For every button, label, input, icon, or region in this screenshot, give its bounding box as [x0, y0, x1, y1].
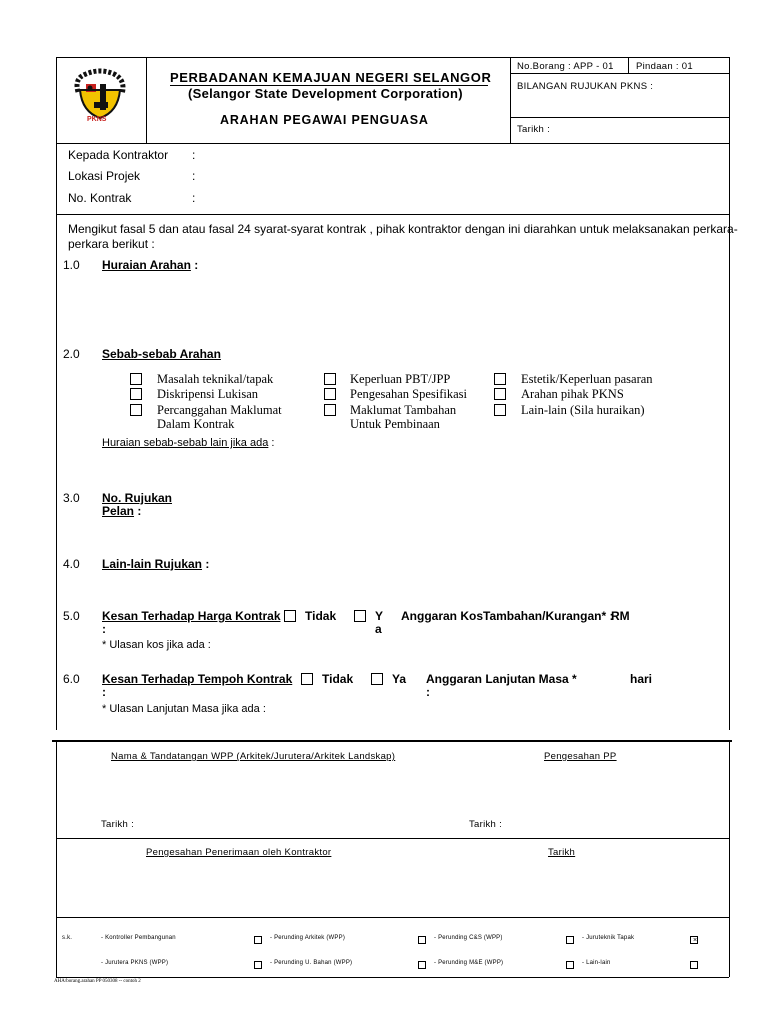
section-1-number: 1.0: [63, 258, 80, 272]
tarikh-header: Tarikh :: [517, 124, 551, 135]
frame-right-border: [729, 57, 730, 730]
section-4-suffix: :: [202, 557, 210, 571]
harga-ya-label: Y: [375, 609, 384, 623]
checkbox-lain-lain[interactable]: [494, 404, 506, 416]
checkbox-diskripensi-lukisan[interactable]: [130, 388, 142, 400]
checkbox-dist-ubahan[interactable]: [418, 961, 426, 969]
checkbox-dist-juruteknik[interactable]: [690, 936, 698, 944]
no-borang: No.Borang : APP - 01: [517, 61, 614, 72]
dist-cs: - Perunding C&S (WPP): [434, 935, 503, 941]
kepada-kontraktor-label: Kepada Kontraktor: [68, 148, 169, 162]
section-3-title-line1: No. Rujukan: [102, 491, 173, 505]
dist-arkitek: - Perunding Arkitek (WPP): [270, 935, 346, 941]
section-3-number: 3.0: [63, 491, 80, 505]
pindaan: Pindaan : 01: [636, 61, 693, 72]
sig-left-border: [56, 740, 57, 977]
option-lain-lain: Lain-lain (Sila huraikan): [521, 403, 645, 417]
option-keperluan-pbt: Keperluan PBT/JPP: [350, 372, 451, 386]
kepada-kontraktor-colon[interactable]: :: [192, 148, 196, 162]
distribution-top-border: [56, 917, 729, 918]
pkns-logo: [72, 68, 128, 130]
nama-wpp-label: Nama & Tandatangan WPP (Arkitek/Jurutera/Arkitek Landskap): [111, 751, 396, 762]
header-bottom-border: [56, 143, 729, 144]
checkbox-percanggahan-maklumat[interactable]: [130, 404, 142, 416]
ref-bil-border: [510, 117, 729, 118]
anggaran-lanjutan-label: Anggaran Lanjutan Masa *: [426, 672, 577, 686]
section-1-title-text: Huraian Arahan: [102, 258, 191, 272]
bilangan-rujukan: BILANGAN RUJUKAN PKNS :: [517, 81, 654, 92]
dist-kontroller: - Kontroller Pembangunan: [101, 935, 176, 941]
checkbox-masalah-teknikal[interactable]: [130, 373, 142, 385]
dist-ubahan: - Perunding U. Bahan (WPP): [270, 960, 353, 966]
ulasan-kos-label: * Ulasan kos jika ada :: [102, 639, 211, 651]
harga-ya-label-wrap: a: [375, 622, 382, 636]
pengesahan-kontraktor-label: Pengesahan Penerimaan oleh Kontraktor: [146, 847, 332, 858]
option-maklumat-tambahan: Maklumat Tambahan: [350, 403, 457, 417]
section-1-suffix: :: [190, 258, 199, 272]
section-6-number: 6.0: [63, 672, 80, 686]
org-name-en: (Selangor State Development Corporation): [188, 86, 463, 101]
checkbox-dist-me[interactable]: [566, 961, 574, 969]
dist-juruteknik: - Juruteknik Tapak: [582, 935, 635, 941]
footer-ref: AHA/borang.arahan PP 050308 -- contoh 2: [54, 979, 141, 984]
tempoh-ya-label: Ya: [392, 672, 407, 686]
section-5-title: Kesan Terhadap Harga Kontrak: [102, 609, 281, 623]
huraian-lain-suffix: :: [268, 437, 275, 449]
checkbox-tempoh-tidak[interactable]: [301, 673, 313, 685]
tarikh-pp[interactable]: Tarikh :: [469, 819, 503, 830]
option-pengesahan-spesifikasi: Pengesahan Spesifikasi: [350, 387, 467, 401]
ref-row-border: [510, 73, 729, 74]
section-1-title: [102, 258, 198, 272]
checkbox-harga-ya[interactable]: [354, 610, 366, 622]
checkbox-harga-tidak[interactable]: [284, 610, 296, 622]
section-4-number: 4.0: [63, 557, 80, 571]
option-percanggahan-maklumat: Percanggahan Maklumat: [157, 403, 282, 417]
checkbox-arahan-pkns[interactable]: [494, 388, 506, 400]
checkbox-dist-jurutera[interactable]: [254, 961, 262, 969]
checkbox-dist-kontroller[interactable]: [254, 936, 262, 944]
option-estetik: Estetik/Keperluan pasaran: [521, 372, 653, 386]
checkbox-pengesahan-spesifikasi[interactable]: [324, 388, 336, 400]
section-4-title: [102, 557, 209, 571]
pindaan-divider: [628, 57, 629, 73]
checkbox-tempoh-ya[interactable]: [371, 673, 383, 685]
lokasi-projek-colon[interactable]: :: [192, 169, 196, 183]
section-6-colon: :: [102, 685, 106, 699]
option-maklumat-tambahan-line2: Untuk Pembinaan: [350, 417, 440, 431]
section-3-suffix: :: [134, 504, 142, 518]
form-title: ARAHAN PEGAWAI PENGUASA: [220, 113, 429, 127]
tarikh-kontraktor-label: Tarikh: [548, 847, 576, 858]
dist-jurutera: - Jurutera PKNS (WPP): [101, 960, 169, 966]
frame-left-border: [56, 57, 57, 730]
ulasan-lanjutan-label: * Ulasan Lanjutan Masa jika ada :: [102, 703, 266, 715]
logo-caption: PKNS: [87, 116, 107, 123]
rm-label: RM: [611, 609, 630, 623]
checkbox-keperluan-pbt[interactable]: [324, 373, 336, 385]
no-kontrak-colon[interactable]: :: [192, 191, 196, 205]
anggaran-kos-label: Anggaran KosTambahan/Kurangan* :: [401, 609, 614, 623]
section-4-title-text: Lain-lain Rujukan: [102, 557, 203, 571]
huraian-lain-text: Huraian sebab-sebab lain jika ada: [102, 437, 269, 449]
section-2-title: Sebab-sebab Arahan: [102, 347, 221, 361]
contractor-bottom-border: [56, 214, 729, 215]
sk-label: s.k.: [62, 935, 73, 941]
tempoh-tidak-label: Tidak: [322, 672, 354, 686]
sig-right-border: [729, 740, 730, 977]
dist-lain-lain: - Lain-lain: [582, 960, 611, 966]
signature-top-border: [52, 740, 732, 742]
option-diskripensi-lukisan: Diskripensi Lukisan: [157, 387, 259, 401]
hari-label: hari: [630, 672, 653, 686]
huraian-lain-label: [102, 437, 274, 449]
org-name: PERBADANAN KEMAJUAN NEGERI SELANGOR: [170, 70, 492, 85]
checkbox-estetik[interactable]: [494, 373, 506, 385]
form-bottom-border: [56, 977, 729, 978]
lokasi-projek-label: Lokasi Projek: [68, 169, 141, 183]
tarikh-wpp[interactable]: Tarikh :: [101, 819, 135, 830]
harga-tidak-label: Tidak: [305, 609, 337, 623]
option-masalah-teknikal: Masalah teknikal/tapak: [157, 372, 274, 386]
option-percanggahan-maklumat-line2: Dalam Kontrak: [157, 417, 235, 431]
checked-x-icon: ×: [692, 937, 698, 944]
checkbox-maklumat-tambahan[interactable]: [324, 404, 336, 416]
anggaran-lanjutan-colon: :: [426, 685, 430, 699]
option-arahan-pkns: Arahan pihak PKNS: [521, 387, 624, 401]
section-3-title-line2: [102, 504, 141, 518]
intro-line-2: perkara berikut :: [68, 237, 155, 251]
intro-line-1: Mengikut fasal 5 dan atau fasal 24 syarat-syarat kontrak , pihak kontraktor dengan ini diarahkan untuk melaksanakan perkara-: [68, 222, 738, 236]
no-kontrak-label: No. Kontrak: [68, 191, 132, 205]
dist-me: - Perunding M&E (WPP): [434, 960, 504, 966]
section-5-number: 5.0: [63, 609, 80, 623]
section-2-number: 2.0: [63, 347, 80, 361]
section-3-title-line2-text: Pelan: [102, 504, 135, 518]
checkbox-dist-lain-lain[interactable]: [690, 961, 698, 969]
section-5-colon: :: [102, 622, 106, 636]
section-6-title: Kesan Terhadap Tempoh Kontrak: [102, 672, 293, 686]
checkbox-dist-arkitek[interactable]: [418, 936, 426, 944]
pengesahan-pp-label: Pengesahan PP: [544, 751, 617, 762]
signature-mid-border: [56, 838, 729, 839]
logo-divider: [146, 57, 147, 143]
checkbox-dist-cs[interactable]: [566, 936, 574, 944]
ref-divider: [510, 57, 511, 143]
